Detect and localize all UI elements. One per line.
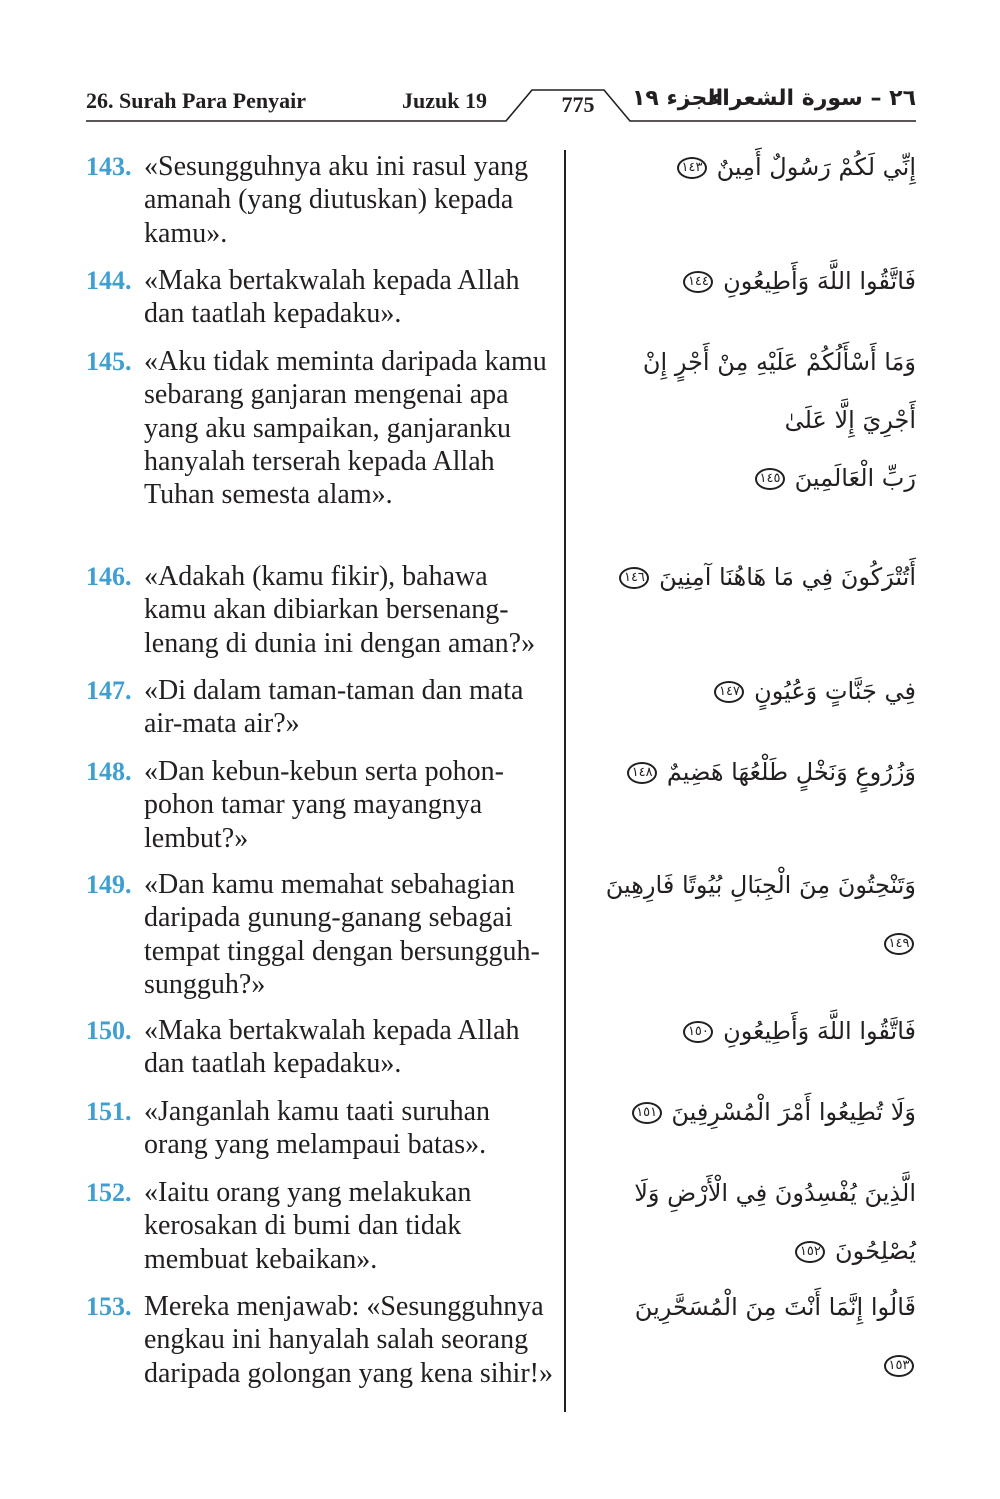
column-divider — [564, 150, 566, 1412]
translation-text: «Janganlah kamu taati suruhan orang yang melampaui batas». — [144, 1096, 491, 1161]
ayah-end-marker-icon: ١٥٠ — [683, 1021, 713, 1043]
translation-text: «Maka bertakwalah kepada Allah dan taatlah kepadaku». — [144, 265, 520, 330]
arabic-text: وَلَا تُطِيعُوا أَمْرَ الْمُسْرِفِينَ — [671, 1098, 916, 1126]
translation-text: «Iaitu orang yang melakukan kerosakan di bumi dan tidak membuat kebaikan». — [144, 1177, 472, 1275]
verse-number: 143. — [86, 152, 132, 181]
page-number: 775 — [561, 92, 595, 117]
arabic-text: فِي جَنَّاتٍ وَعُيُونٍ — [754, 677, 916, 705]
arabic-text: إِنِّي لَكُمْ رَسُولٌ أَمِينٌ — [716, 153, 916, 181]
verse-translation — [86, 1014, 556, 1081]
surah-title-latin: 26. Surah Para Penyair — [86, 88, 306, 113]
verse-arabic — [596, 333, 916, 507]
verse-translation — [86, 345, 556, 511]
ayah-end-marker-icon: ١٤٨ — [627, 762, 657, 784]
verse-list — [86, 150, 916, 1420]
verse-number: 145. — [86, 347, 132, 376]
verse-arabic — [596, 1164, 916, 1280]
juz-label-arabic: الجزء ١٩ — [632, 86, 724, 111]
translation-text: «Maka bertakwalah kepada Allah dan taatlah kepadaku». — [144, 1015, 520, 1080]
verse-number: 146. — [86, 562, 132, 591]
verse-translation — [86, 674, 556, 741]
verse-number: 144. — [86, 266, 132, 295]
verse-arabic — [596, 662, 916, 720]
arabic-text: أَتُتْرَكُونَ فِي مَا هَاهُنَا آمِنِينَ — [659, 563, 916, 591]
verse-translation — [86, 560, 556, 660]
translation-text: «Adakah (kamu fikir), bahawa kamu akan dibiarkan bersenang-lenang di dunia ini dengan aman?» — [144, 561, 536, 659]
translation-text: Mereka menjawab: «Sesungguhnya engkau ini hanyalah salah seorang daripada golongan yang kena sihir!» — [144, 1291, 553, 1389]
verse-arabic — [596, 1083, 916, 1141]
verse-arabic — [596, 1002, 916, 1060]
verse-translation — [86, 264, 556, 331]
arabic-text: فَاتَّقُوا اللَّهَ وَأَطِيعُونِ — [723, 267, 916, 295]
ayah-end-marker-icon: ١٤٩ — [884, 933, 914, 955]
verse-number: 147. — [86, 676, 132, 705]
verse-arabic — [596, 1278, 916, 1394]
ayah-end-marker-icon: ١٤٧ — [714, 681, 744, 703]
ayah-end-marker-icon: ١٥١ — [632, 1102, 662, 1124]
arabic-line — [596, 449, 916, 507]
verse-arabic — [596, 138, 916, 196]
arabic-text: وَزُرُوعٍ وَنَخْلٍ طَلْعُهَا هَضِيمٌ — [666, 758, 916, 786]
ayah-end-marker-icon: ١٤٥ — [755, 468, 785, 490]
translation-text: «Dan kamu memahat sebahagian daripada gunung-ganang sebagai tempat tinggal dengan bersungguh-sungguh?» — [144, 869, 540, 1000]
arabic-line: وَمَا أَسْأَلُكُمْ عَلَيْهِ مِنْ أَجْرٍ إِنْ أَجْرِيَ إِلَّا عَلَىٰ — [642, 348, 916, 434]
translation-text: «Dan kebun-kebun serta pohon-pohon tamar yang mayangnya lembut?» — [144, 756, 505, 854]
ayah-end-marker-icon: ١٤٤ — [683, 271, 713, 293]
ayah-end-marker-icon: ١٤٣ — [677, 157, 707, 179]
juz-label-latin: Juzuk 19 — [402, 88, 487, 113]
verse-translation — [86, 868, 556, 1001]
arabic-text: وَتَنْحِتُونَ مِنَ الْجِبَالِ بُيُوتًا فَارِهِينَ — [605, 871, 916, 899]
verse-translation — [86, 1176, 556, 1276]
verse-number: 153. — [86, 1292, 132, 1321]
page-header — [86, 84, 916, 124]
verse-number: 149. — [86, 870, 132, 899]
verse-number: 150. — [86, 1016, 132, 1045]
arabic-text: قَالُوا إِنَّمَا أَنْتَ مِنَ الْمُسَحَّرِينَ — [634, 1293, 916, 1321]
verse-translation — [86, 150, 556, 250]
arabic-text: فَاتَّقُوا اللَّهَ وَأَطِيعُونِ — [723, 1017, 916, 1045]
arabic-text: رَبِّ الْعَالَمِينَ — [794, 464, 916, 492]
verse-number: 148. — [86, 757, 132, 786]
ayah-end-marker-icon: ١٤٦ — [619, 567, 649, 589]
ayah-end-marker-icon: ١٥٣ — [884, 1355, 914, 1377]
verse-translation — [86, 755, 556, 855]
verse-arabic — [596, 252, 916, 310]
verse-arabic — [596, 856, 916, 972]
translation-text: «Di dalam taman-taman dan mata air-mata air?» — [144, 675, 524, 740]
verse-translation — [86, 1290, 556, 1390]
verse-arabic — [596, 548, 916, 606]
verse-arabic — [596, 743, 916, 801]
verse-number: 152. — [86, 1178, 132, 1207]
translation-text: «Sesungguhnya aku ini rasul yang amanah (yang diutuskan) kepada kamu». — [144, 151, 529, 249]
translation-text: «Aku tidak meminta daripada kamu sebarang ganjaran mengenai apa yang aku sampaikan, ganjaranku hanyalah terserah kepada Allah Tuhan semesta alam». — [144, 346, 547, 511]
arabic-text: الَّذِينَ يُفْسِدُونَ فِي الْأَرْضِ وَلَا يُصْلِحُونَ — [634, 1179, 916, 1265]
verse-translation — [86, 1095, 556, 1162]
surah-title-arabic: ٢٦ – سورة الشعراء — [711, 86, 916, 111]
verse-number: 151. — [86, 1097, 132, 1126]
ayah-end-marker-icon: ١٥٢ — [795, 1241, 825, 1263]
